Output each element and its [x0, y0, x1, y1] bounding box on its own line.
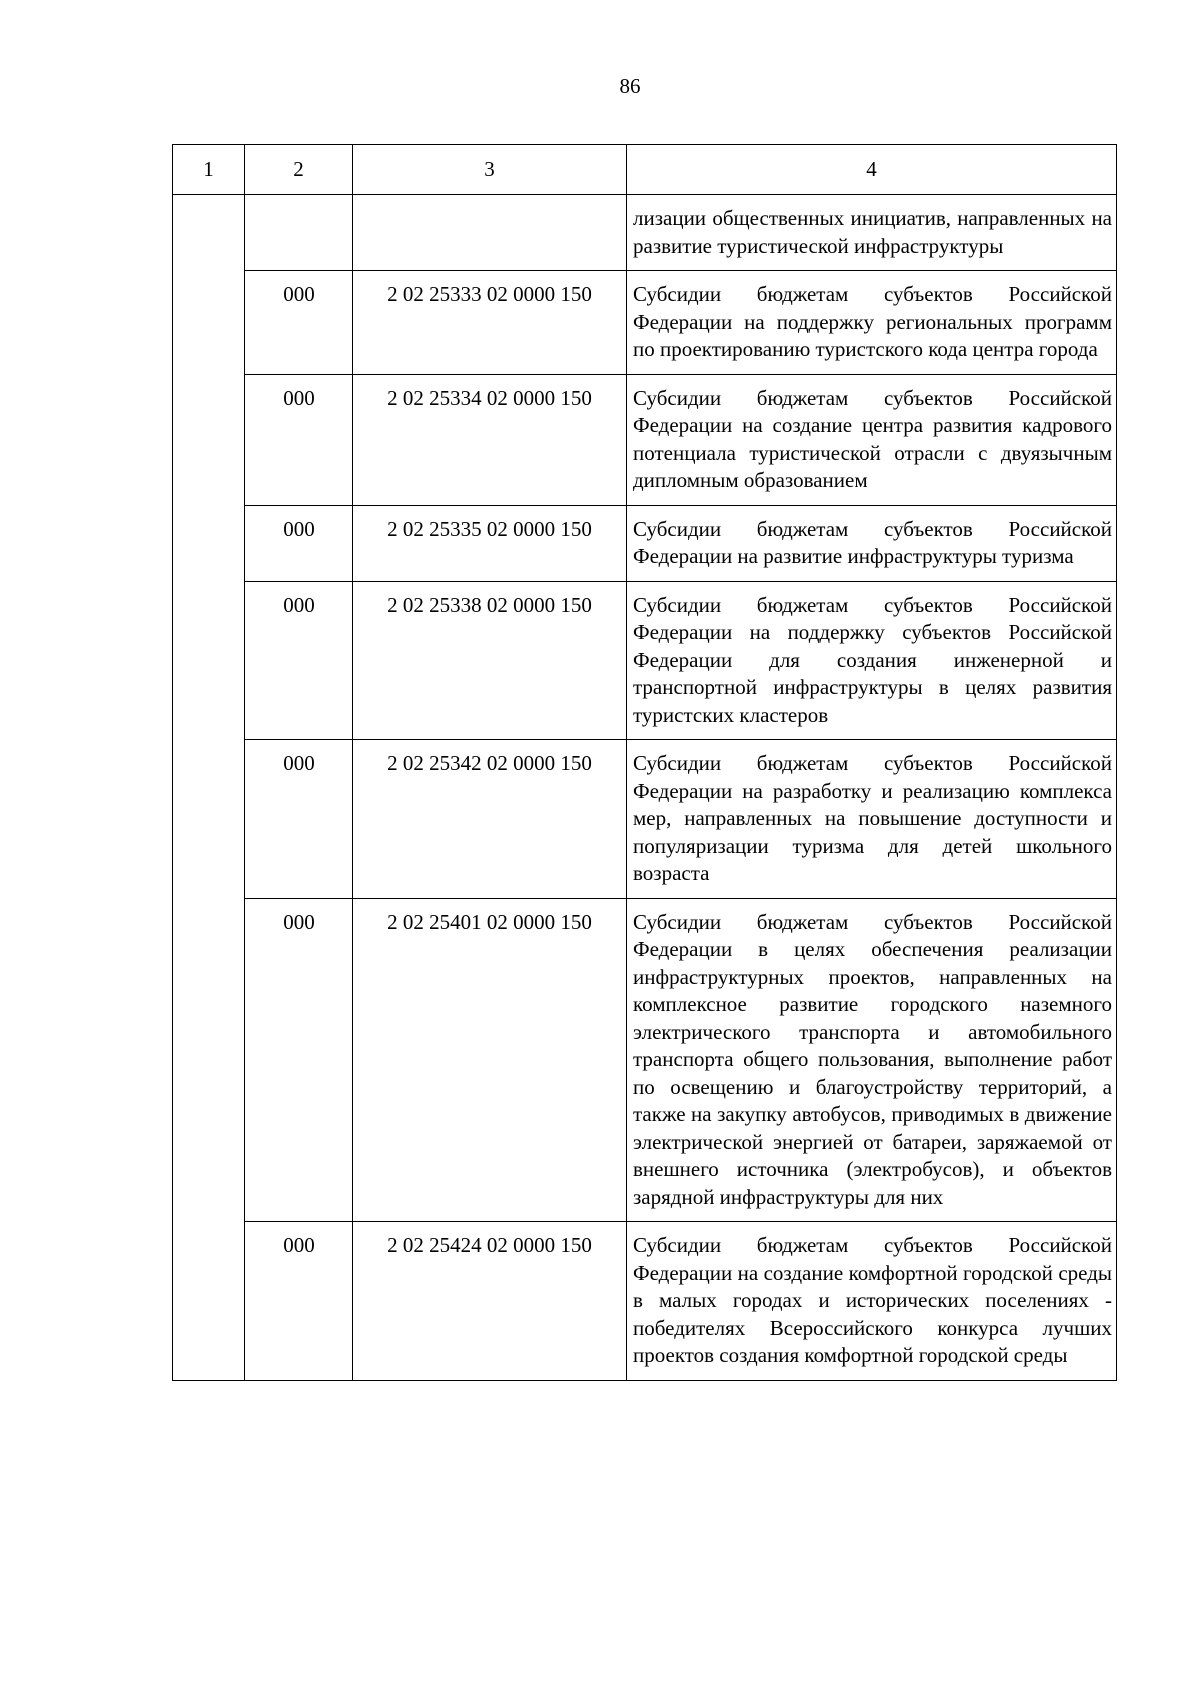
table-row [173, 898, 1117, 1222]
table-cell-description: Субсидии бюджетам субъектов Российской Федерации на создание центра развития кадрового потенциала туристической отрасли с двуязычным дипломным образованием [627, 374, 1117, 505]
table-row [173, 581, 1117, 740]
table-cell-col1 [173, 374, 245, 505]
table-row [173, 740, 1117, 899]
table-cell-admin [245, 195, 353, 271]
table-cell-code: 2 02 25342 02 0000 150 [353, 740, 627, 899]
table-cell-col1 [173, 505, 245, 581]
table-row [173, 505, 1117, 581]
table-cell-code: 2 02 25401 02 0000 150 [353, 898, 627, 1222]
table-cell-code: 2 02 25424 02 0000 150 [353, 1222, 627, 1381]
table-cell-admin: 000 [245, 740, 353, 899]
table-cell-code [353, 195, 627, 271]
budget-classification-table [172, 144, 1117, 1381]
table-cell-description: Субсидии бюджетам субъектов Российской Федерации в целях обеспечения реализации инфраструктурных проектов, направленных на комплексное развитие городского наземного электрического транспорта и автомобильного транспорта общего пользования, выполнение работ по освещению и благоустройству территорий, а также на закупку автобусов, приводимых в движение электрической энергией от батареи, заряжаемой от внешнего источника (электробусов), и объектов зарядной инфраструктуры для них [627, 898, 1117, 1222]
table-cell-description: Субсидии бюджетам субъектов Российской Федерации на создание комфортной городской среды в малых городах и исторических поселениях - победителях Всероссийского конкурса лучших проектов создания комфортной городской среды [627, 1222, 1117, 1381]
table-cell-description: Субсидии бюджетам субъектов Российской Федерации на развитие инфраструктуры туризма [627, 505, 1117, 581]
table-cell-description: Субсидии бюджетам субъектов Российской Федерации на поддержку субъектов Российской Федерации для создания инженерной и транспортной инфраструктуры в целях развития туристских кластеров [627, 581, 1117, 740]
table-cell-col1 [173, 898, 245, 1222]
table-row [173, 374, 1117, 505]
table-cell-admin: 000 [245, 1222, 353, 1381]
table-cell-code: 2 02 25333 02 0000 150 [353, 271, 627, 375]
column-header-3: 3 [353, 145, 627, 195]
table-cell-col1 [173, 271, 245, 375]
table-cell-admin: 000 [245, 581, 353, 740]
table-cell-admin: 000 [245, 271, 353, 375]
table-row [173, 1222, 1117, 1381]
table-cell-col1 [173, 1222, 245, 1381]
table-cell-col1 [173, 740, 245, 899]
table-cell-description: Субсидии бюджетам субъектов Российской Федерации на разработку и реализацию комплекса мер, направленных на повышение доступности и популяризации туризма для детей школьного возраста [627, 740, 1117, 899]
table-cell-col1 [173, 195, 245, 271]
column-header-2: 2 [245, 145, 353, 195]
table-row-continuation [173, 195, 1117, 271]
table-cell-admin: 000 [245, 374, 353, 505]
table-cell-description: лизации общественных инициатив, направленных на развитие туристической инфраструктуры [627, 195, 1117, 271]
table-header-row [173, 145, 1117, 195]
column-header-1: 1 [173, 145, 245, 195]
table-cell-code: 2 02 25338 02 0000 150 [353, 581, 627, 740]
table-cell-admin: 000 [245, 898, 353, 1222]
table-cell-code: 2 02 25334 02 0000 150 [353, 374, 627, 505]
table-cell-code: 2 02 25335 02 0000 150 [353, 505, 627, 581]
table-cell-description: Субсидии бюджетам субъектов Российской Федерации на поддержку региональных программ по проектированию туристского кода центра города [627, 271, 1117, 375]
page-number: 86 [619, 74, 641, 98]
table-cell-col1 [173, 581, 245, 740]
table-cell-admin: 000 [245, 505, 353, 581]
column-header-4: 4 [627, 145, 1117, 195]
table-row [173, 271, 1117, 375]
